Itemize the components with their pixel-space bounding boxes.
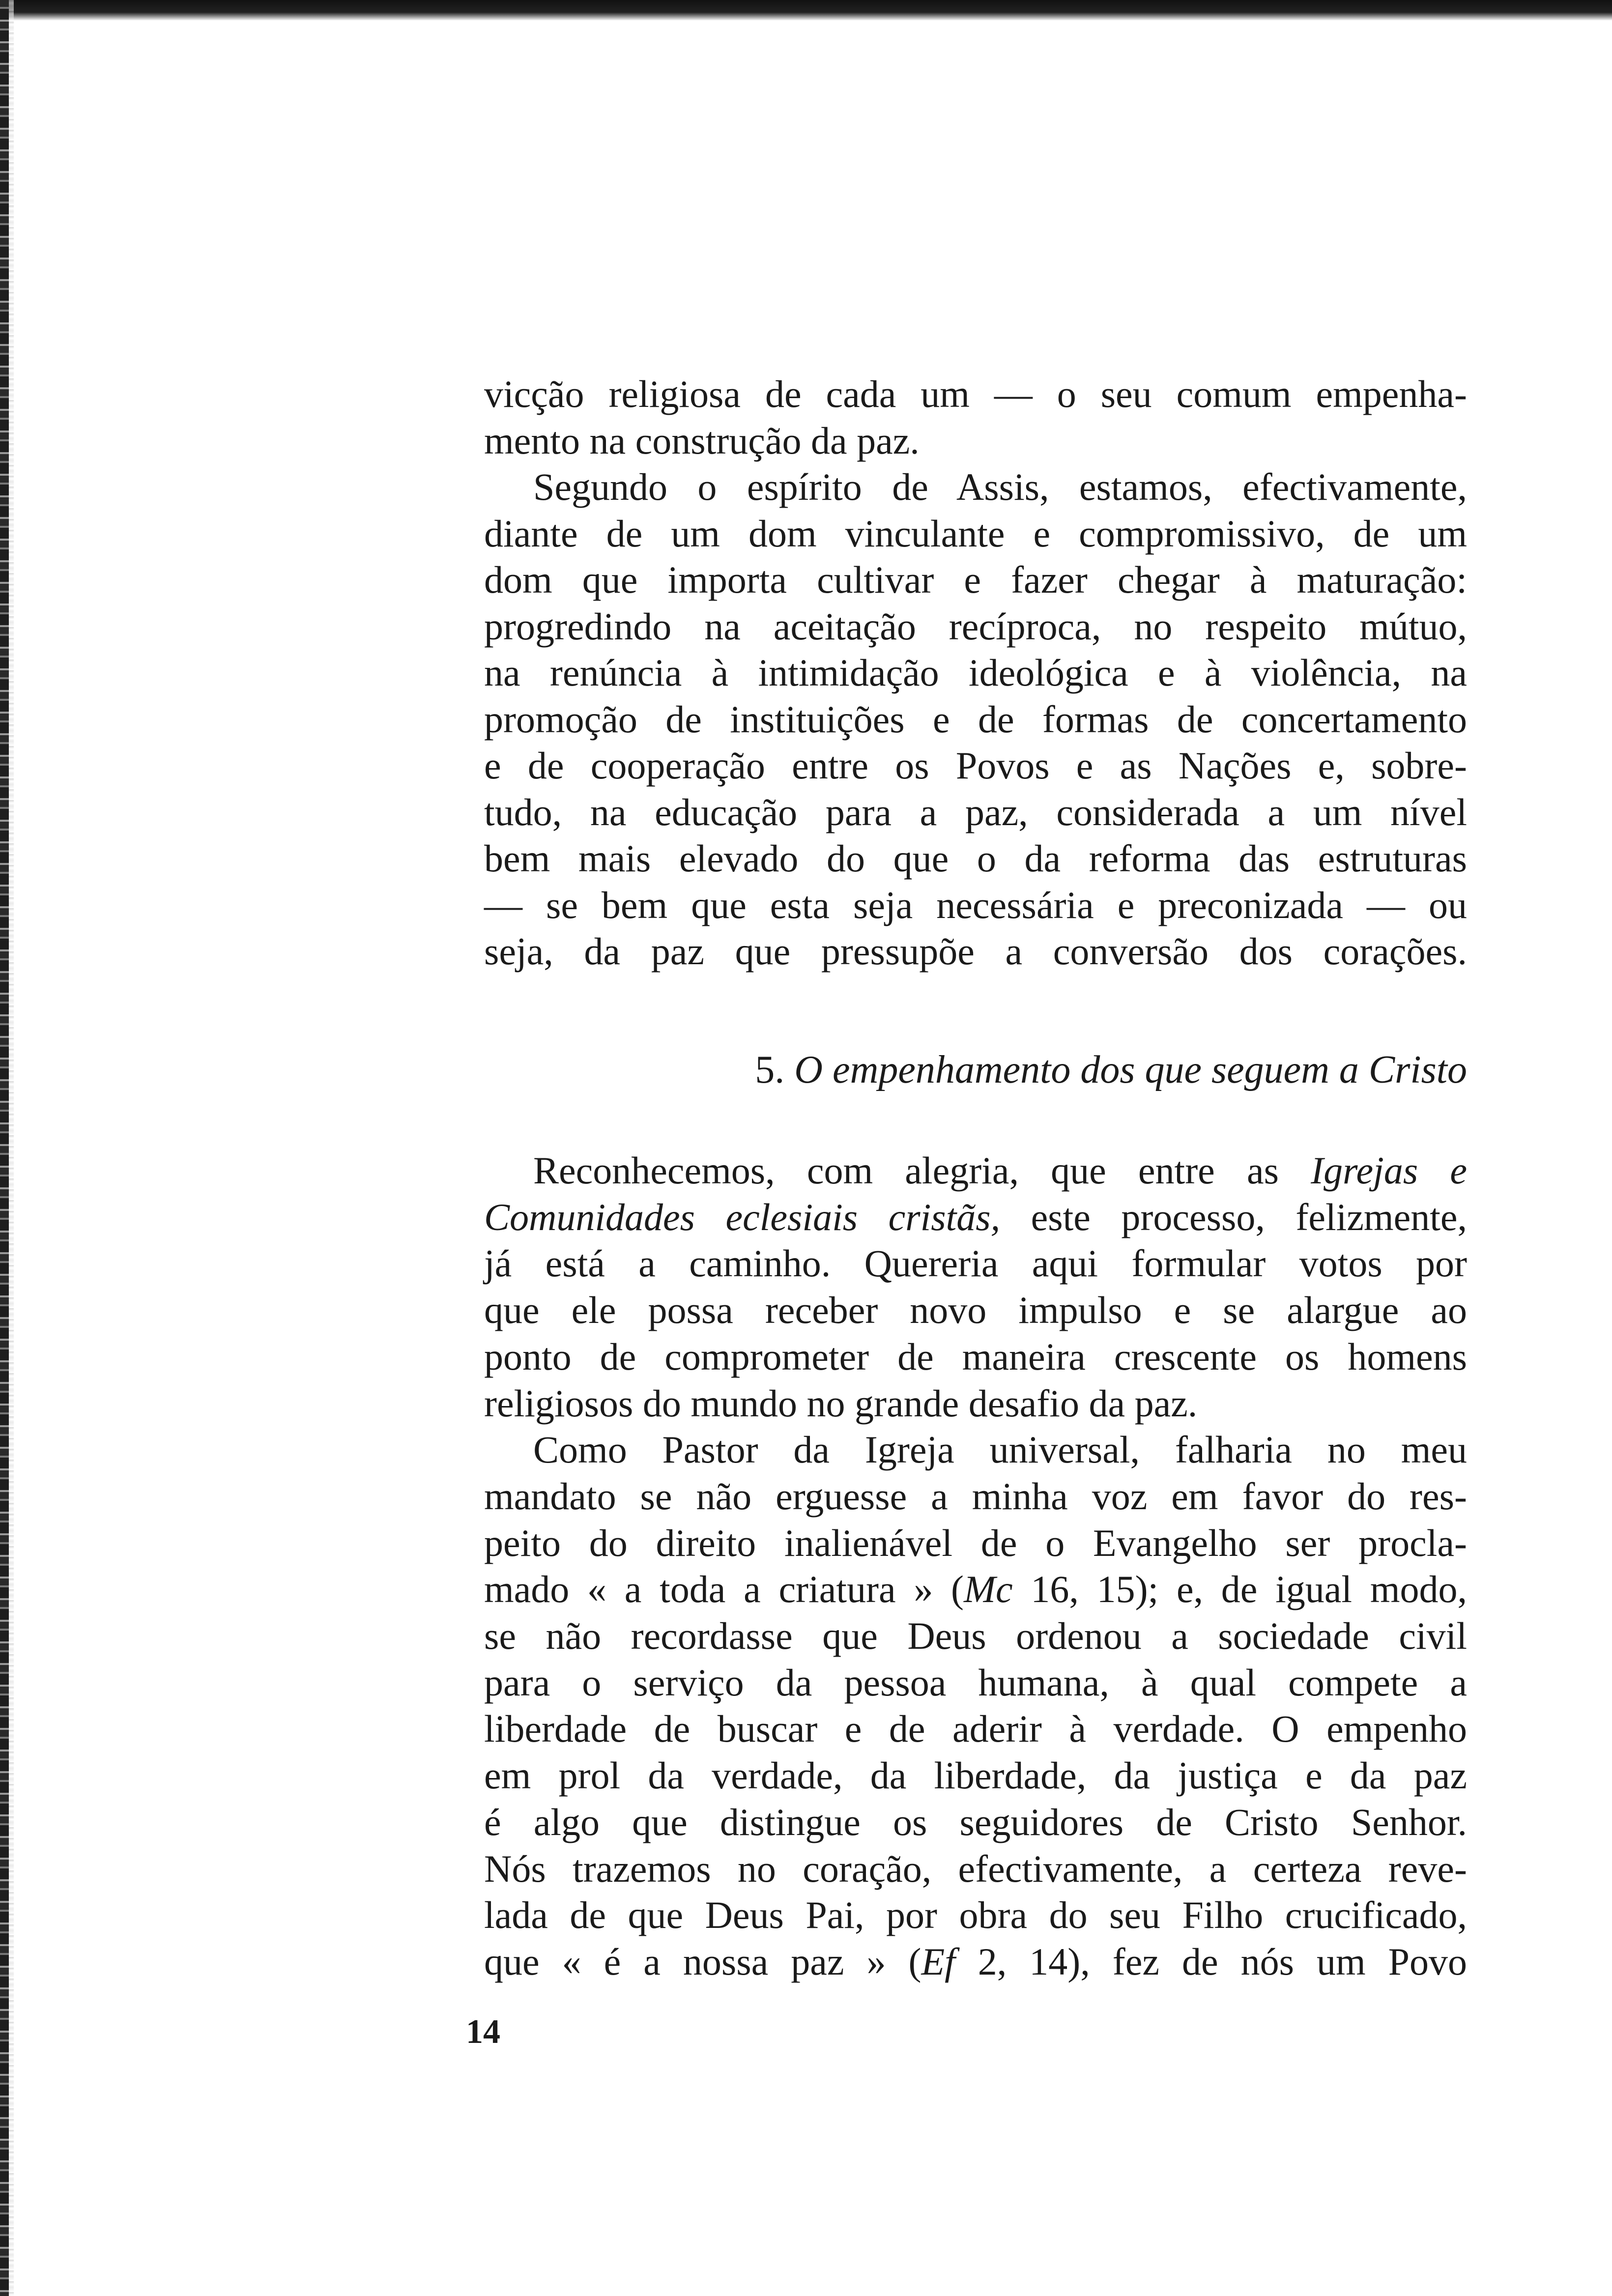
text-line: em prol da verdade, da liberdade, da justiça e da paz: [484, 1754, 1467, 1797]
text-line: bem mais elevado do que o da reforma das estruturas: [484, 837, 1467, 880]
text-line: Nós trazemos no coração, efectivamente, a certeza reve-: [484, 1847, 1467, 1890]
text-line: para o serviço da pessoa humana, à qual compete a: [484, 1661, 1467, 1704]
text-line: promoção de instituições e de formas de concertamento: [484, 697, 1467, 741]
text-segment: que « é a nossa paz » (: [484, 1940, 921, 1983]
text-line: [484, 1194, 1467, 1241]
text-line: seja, da paz que pressupõe a conversão dos corações.: [484, 930, 1467, 973]
text-line: mento na construção da paz.: [484, 419, 920, 462]
text-line: mandato se não erguesse a minha voz em favor do res-: [484, 1474, 1467, 1518]
text-line: é algo que distingue os seguidores de Cristo Senhor.: [484, 1800, 1467, 1843]
section-heading: [634, 1047, 1467, 1093]
text-line: peito do direito inalienável de o Evangelho ser procla-: [484, 1521, 1467, 1564]
text-line: [484, 1148, 1467, 1194]
text-line: Segundo o espírito de Assis, estamos, efectivamente,: [533, 465, 1467, 508]
scan-left-fringe: [9, 0, 14, 2296]
text-line: progredindo na aceitação recíproca, no respeito mútuo,: [484, 604, 1467, 648]
italic-text: Mc: [964, 1568, 1013, 1611]
text-line: vicção religiosa de cada um — o seu comum empenha-: [484, 373, 1467, 415]
text-line: diante de um dom vinculante e compromissivo, de um: [484, 512, 1467, 555]
scan-left-edge: [0, 0, 9, 2296]
scan-top-edge: [0, 0, 1612, 21]
text-segment: 16, 15); e, de igual modo,: [1012, 1568, 1467, 1611]
page-number: 14: [466, 2013, 500, 2051]
section-title: O empenhamento dos que seguem a Cristo: [794, 1048, 1467, 1091]
text-line: [484, 1939, 1467, 1985]
section-number: 5.: [755, 1048, 785, 1091]
text-line: tudo, na educação para a paz, considerada a um nível: [484, 790, 1467, 833]
text-line: já está a caminho. Quereria aqui formular votos por: [484, 1242, 1467, 1285]
text-line: e de cooperação entre os Povos e as Nações e, sobre-: [484, 744, 1467, 787]
text-segment: 2, 14), fez de nós um Povo: [955, 1940, 1468, 1983]
paragraph-block-1: [484, 371, 1467, 975]
text-segment: Reconhecemos, com alegria, que entre as: [533, 1149, 1311, 1192]
text-line: se não recordasse que Deus ordenou a sociedade civil: [484, 1614, 1467, 1658]
text-line: liberdade de buscar e de aderir à verdade. O empenho: [484, 1707, 1467, 1751]
paragraph-block-2: [484, 1148, 1467, 1985]
text-line: que ele possa receber novo impulso e se alargue ao: [484, 1289, 1467, 1332]
italic-text: Igrejas e: [1311, 1149, 1467, 1192]
text-line: dom que importa cultivar e fazer chegar à maturação:: [484, 558, 1467, 601]
text-line: lada de que Deus Pai, por obra do seu Filho crucificado,: [484, 1894, 1467, 1937]
text-line: — se bem que esta seja necessária e preconizada — ou: [484, 883, 1467, 926]
italic-text: Comunidades eclesiais cristãs,: [484, 1195, 1001, 1238]
text-line: ponto de comprometer de maneira crescente os homens: [484, 1335, 1467, 1378]
text-line: na renúncia à intimidação ideológica e à violência, na: [484, 651, 1467, 694]
text-line: Como Pastor da Igreja universal, falharia no meu: [533, 1428, 1467, 1471]
text-segment: este processo, felizmente,: [1000, 1195, 1468, 1238]
text-line: religiosos do mundo no grande desafio da paz.: [484, 1381, 1198, 1425]
text-segment: mado « a toda a criatura » (: [484, 1568, 964, 1611]
text-line: [484, 1566, 1467, 1613]
italic-text: Ef: [921, 1940, 955, 1983]
